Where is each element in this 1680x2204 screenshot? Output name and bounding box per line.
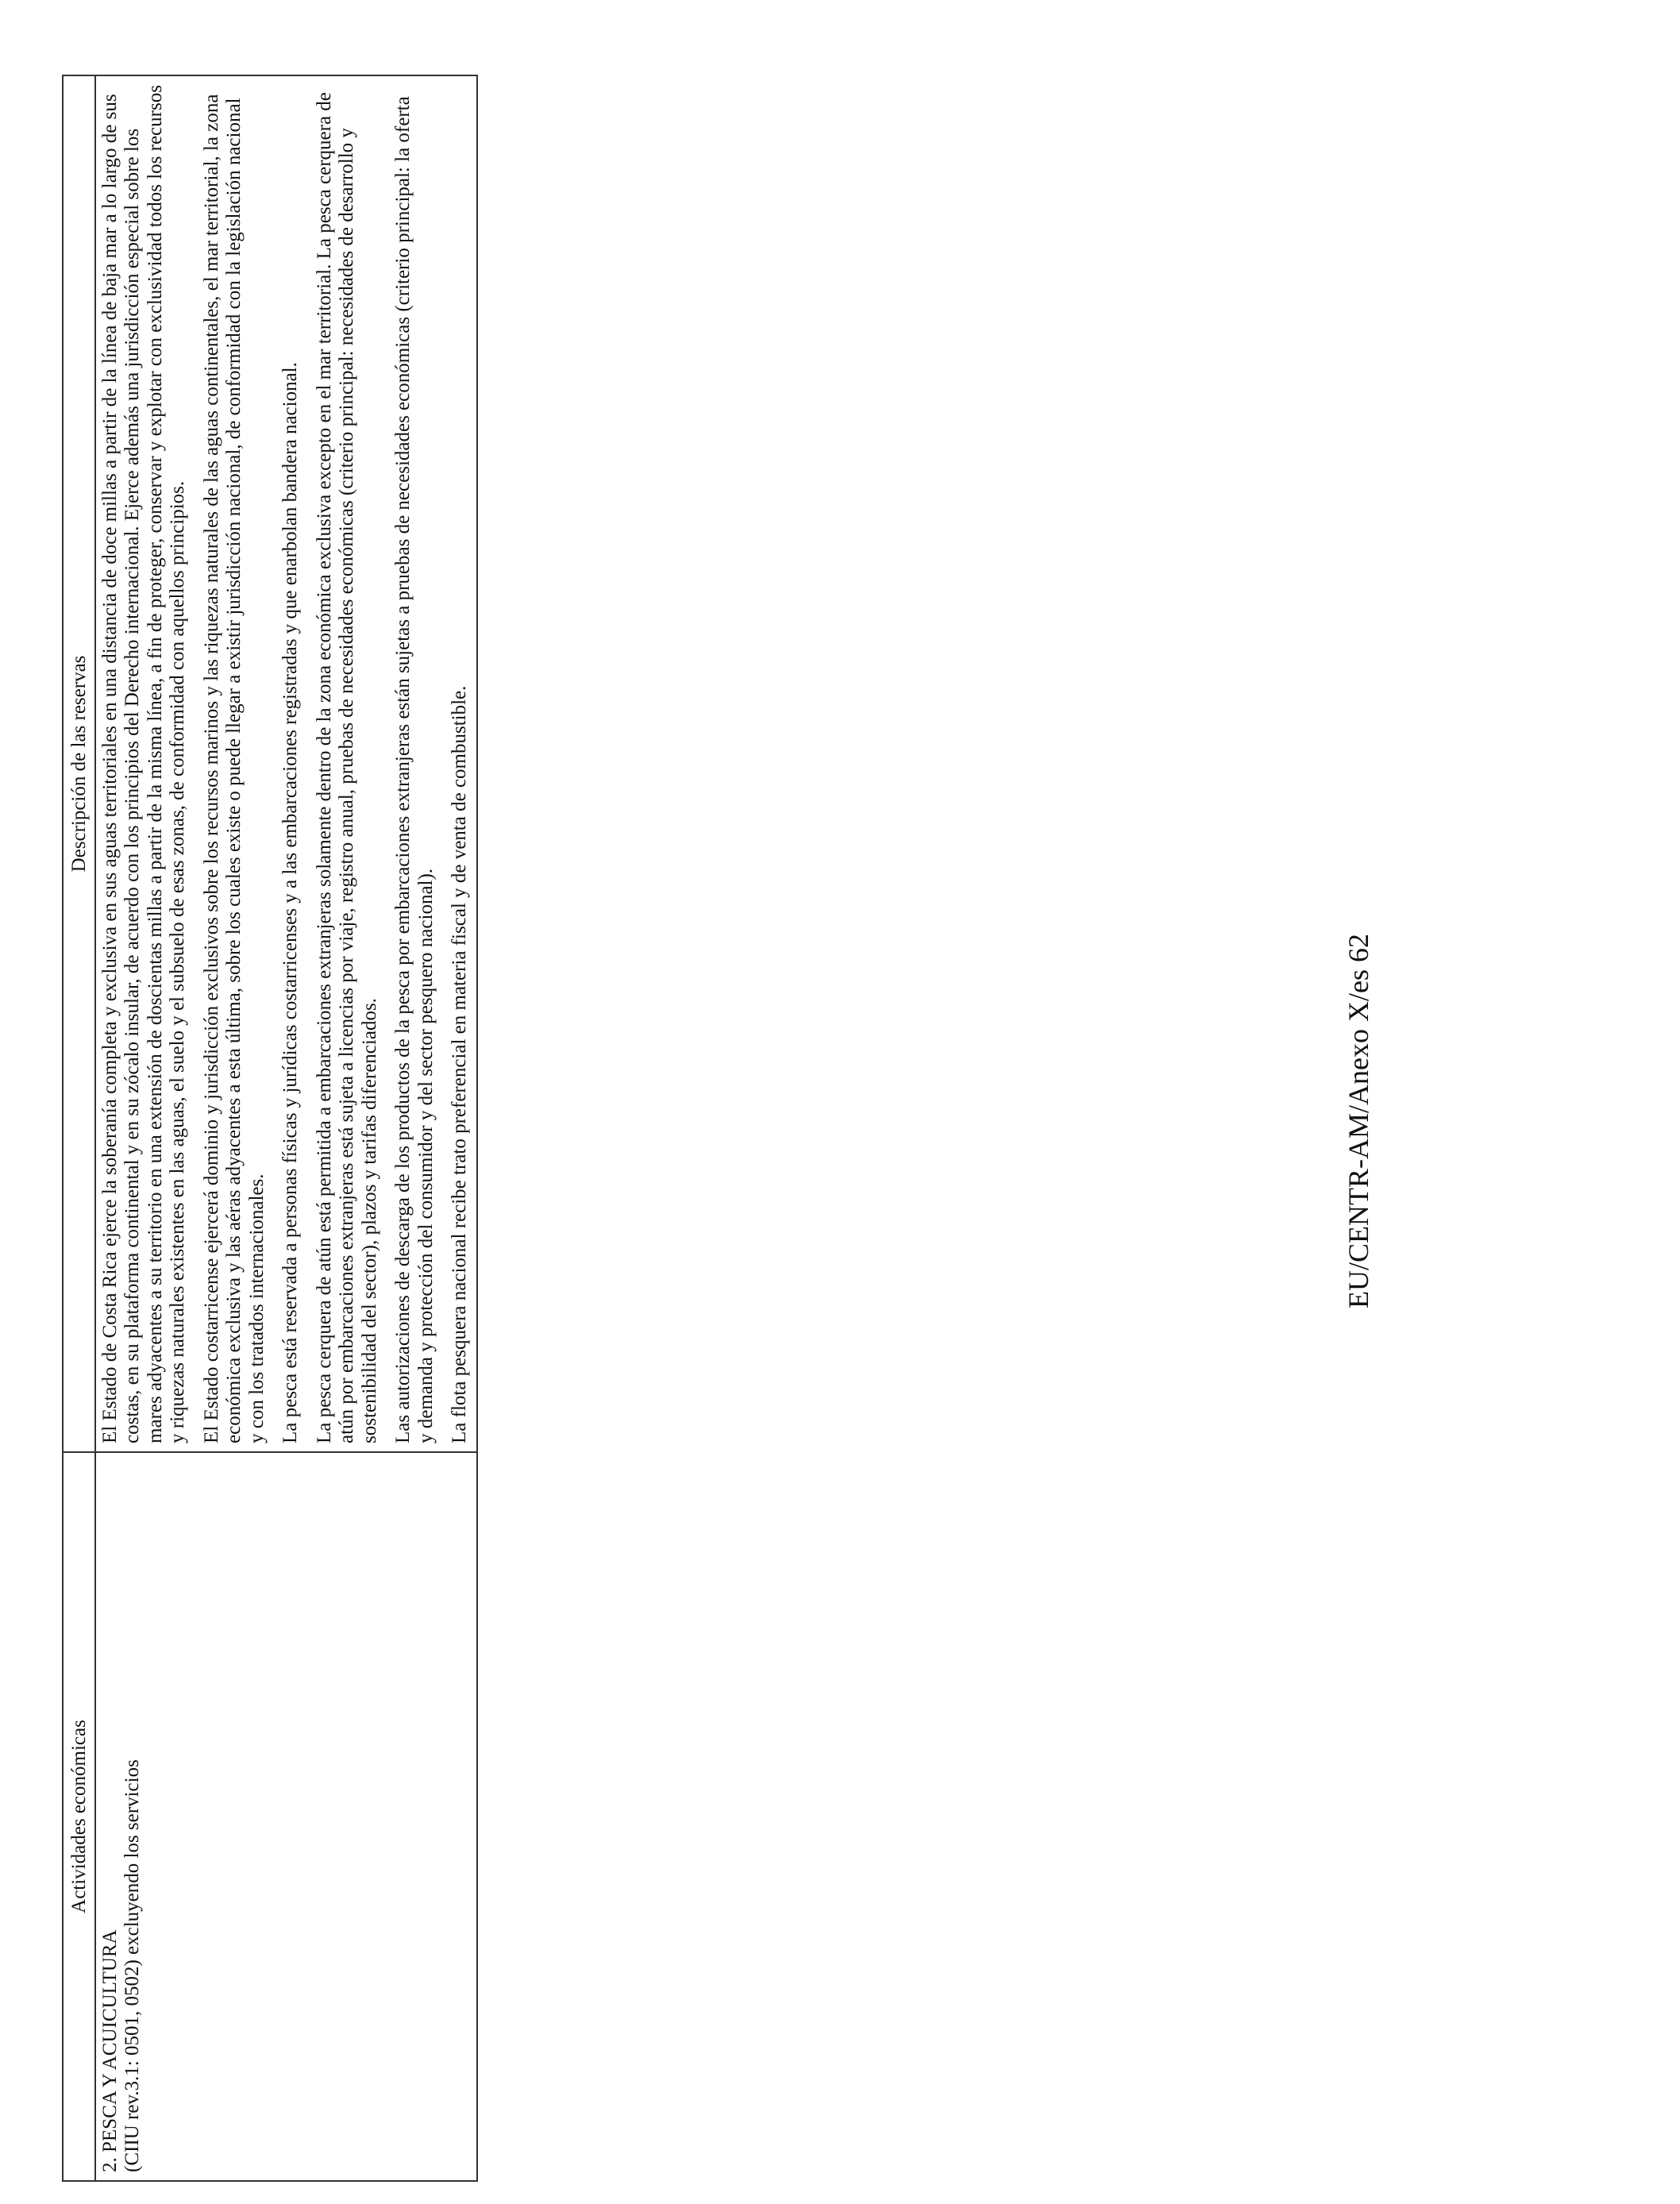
description-cell <box>95 75 477 1452</box>
description-paragraph: La pesca cerquera de atún está permitida a embarcaciones extranjeras solamente dentro de la zona económica exclusiva excepto en el mar territorial. La pesca cerquera de atún por embarcaciones extranjeras está sujeta a licencias por viaje, registro anual, pruebas de necesidades económicas (criterio principal: necesidades de desarrollo y sostenibilidad del sector), plazos y tarifas diferenciados. <box>313 92 380 1443</box>
header-economic-activities: Actividades económicas <box>63 1452 95 2181</box>
sector-classification: (CIIU rev.3.1: 0501, 0502) excluyendo los servicios <box>121 1759 143 2172</box>
sector-cell <box>95 1452 477 2181</box>
description-paragraph: Las autorizaciones de descarga de los productos de la pesca por embarcaciones extranjeras están sujetas a pruebas de necesidades económicas (criterio principal: la oferta y demanda y protección del consumidor y del sector pesquero nacional). <box>392 96 437 1443</box>
description-paragraph: El Estado de Costa Rica ejerce la soberanía completa y exclusiva en sus aguas territoriales en una distancia de doce millas a partir de la línea de baja mar a lo largo de sus costas, en su plataforma continental y en su zócalo insular, de acuerdo con los principios del Derecho internacional. Ejerce además una jurisdicción especial sobre los mares adyacentes a su territorio en una extensión de doscientas millas a partir de la misma línea, a fin de proteger, conservar y explotar con exclusividad todos los recursos y riquezas naturales existentes en las aguas, el suelo y el subsuelo de esas zonas, de conformidad con aquellos principios. <box>98 85 188 1443</box>
table-header-row <box>63 75 95 2181</box>
reservations-table <box>62 75 478 2182</box>
table-row <box>95 75 477 2181</box>
sector-title: 2. PESCA Y ACUICULTURA <box>98 1929 121 2172</box>
description-paragraph: El Estado costarricense ejercerá dominio y jurisdicción exclusivos sobre los recursos marinos y las riquezas naturales de las aguas continentales, el mar territorial, la zona económica exclusiva y las aéras adyacentes a esta última, sobre los cuales existe o puede llegar a existir jurisdicción nacional, de conformidad con la legislación nacional y con los tratados internacionales. <box>200 94 268 1443</box>
description-paragraph: La flota pesquera nacional recibe trato preferencial en materia fiscal y de venta de combustible. <box>449 685 470 1443</box>
description-paragraph: La pesca está reservada a personas físicas y jurídicas costarricenses y a las embarcaciones registradas y que enarbolan bandera nacional. <box>279 362 301 1443</box>
header-reservation-description: Descripción de las reservas <box>63 75 95 1452</box>
rotated-page <box>0 38 1680 2204</box>
page-footer: EU/CENTR-AM/Anexo X/es 62 <box>1343 934 1374 1308</box>
